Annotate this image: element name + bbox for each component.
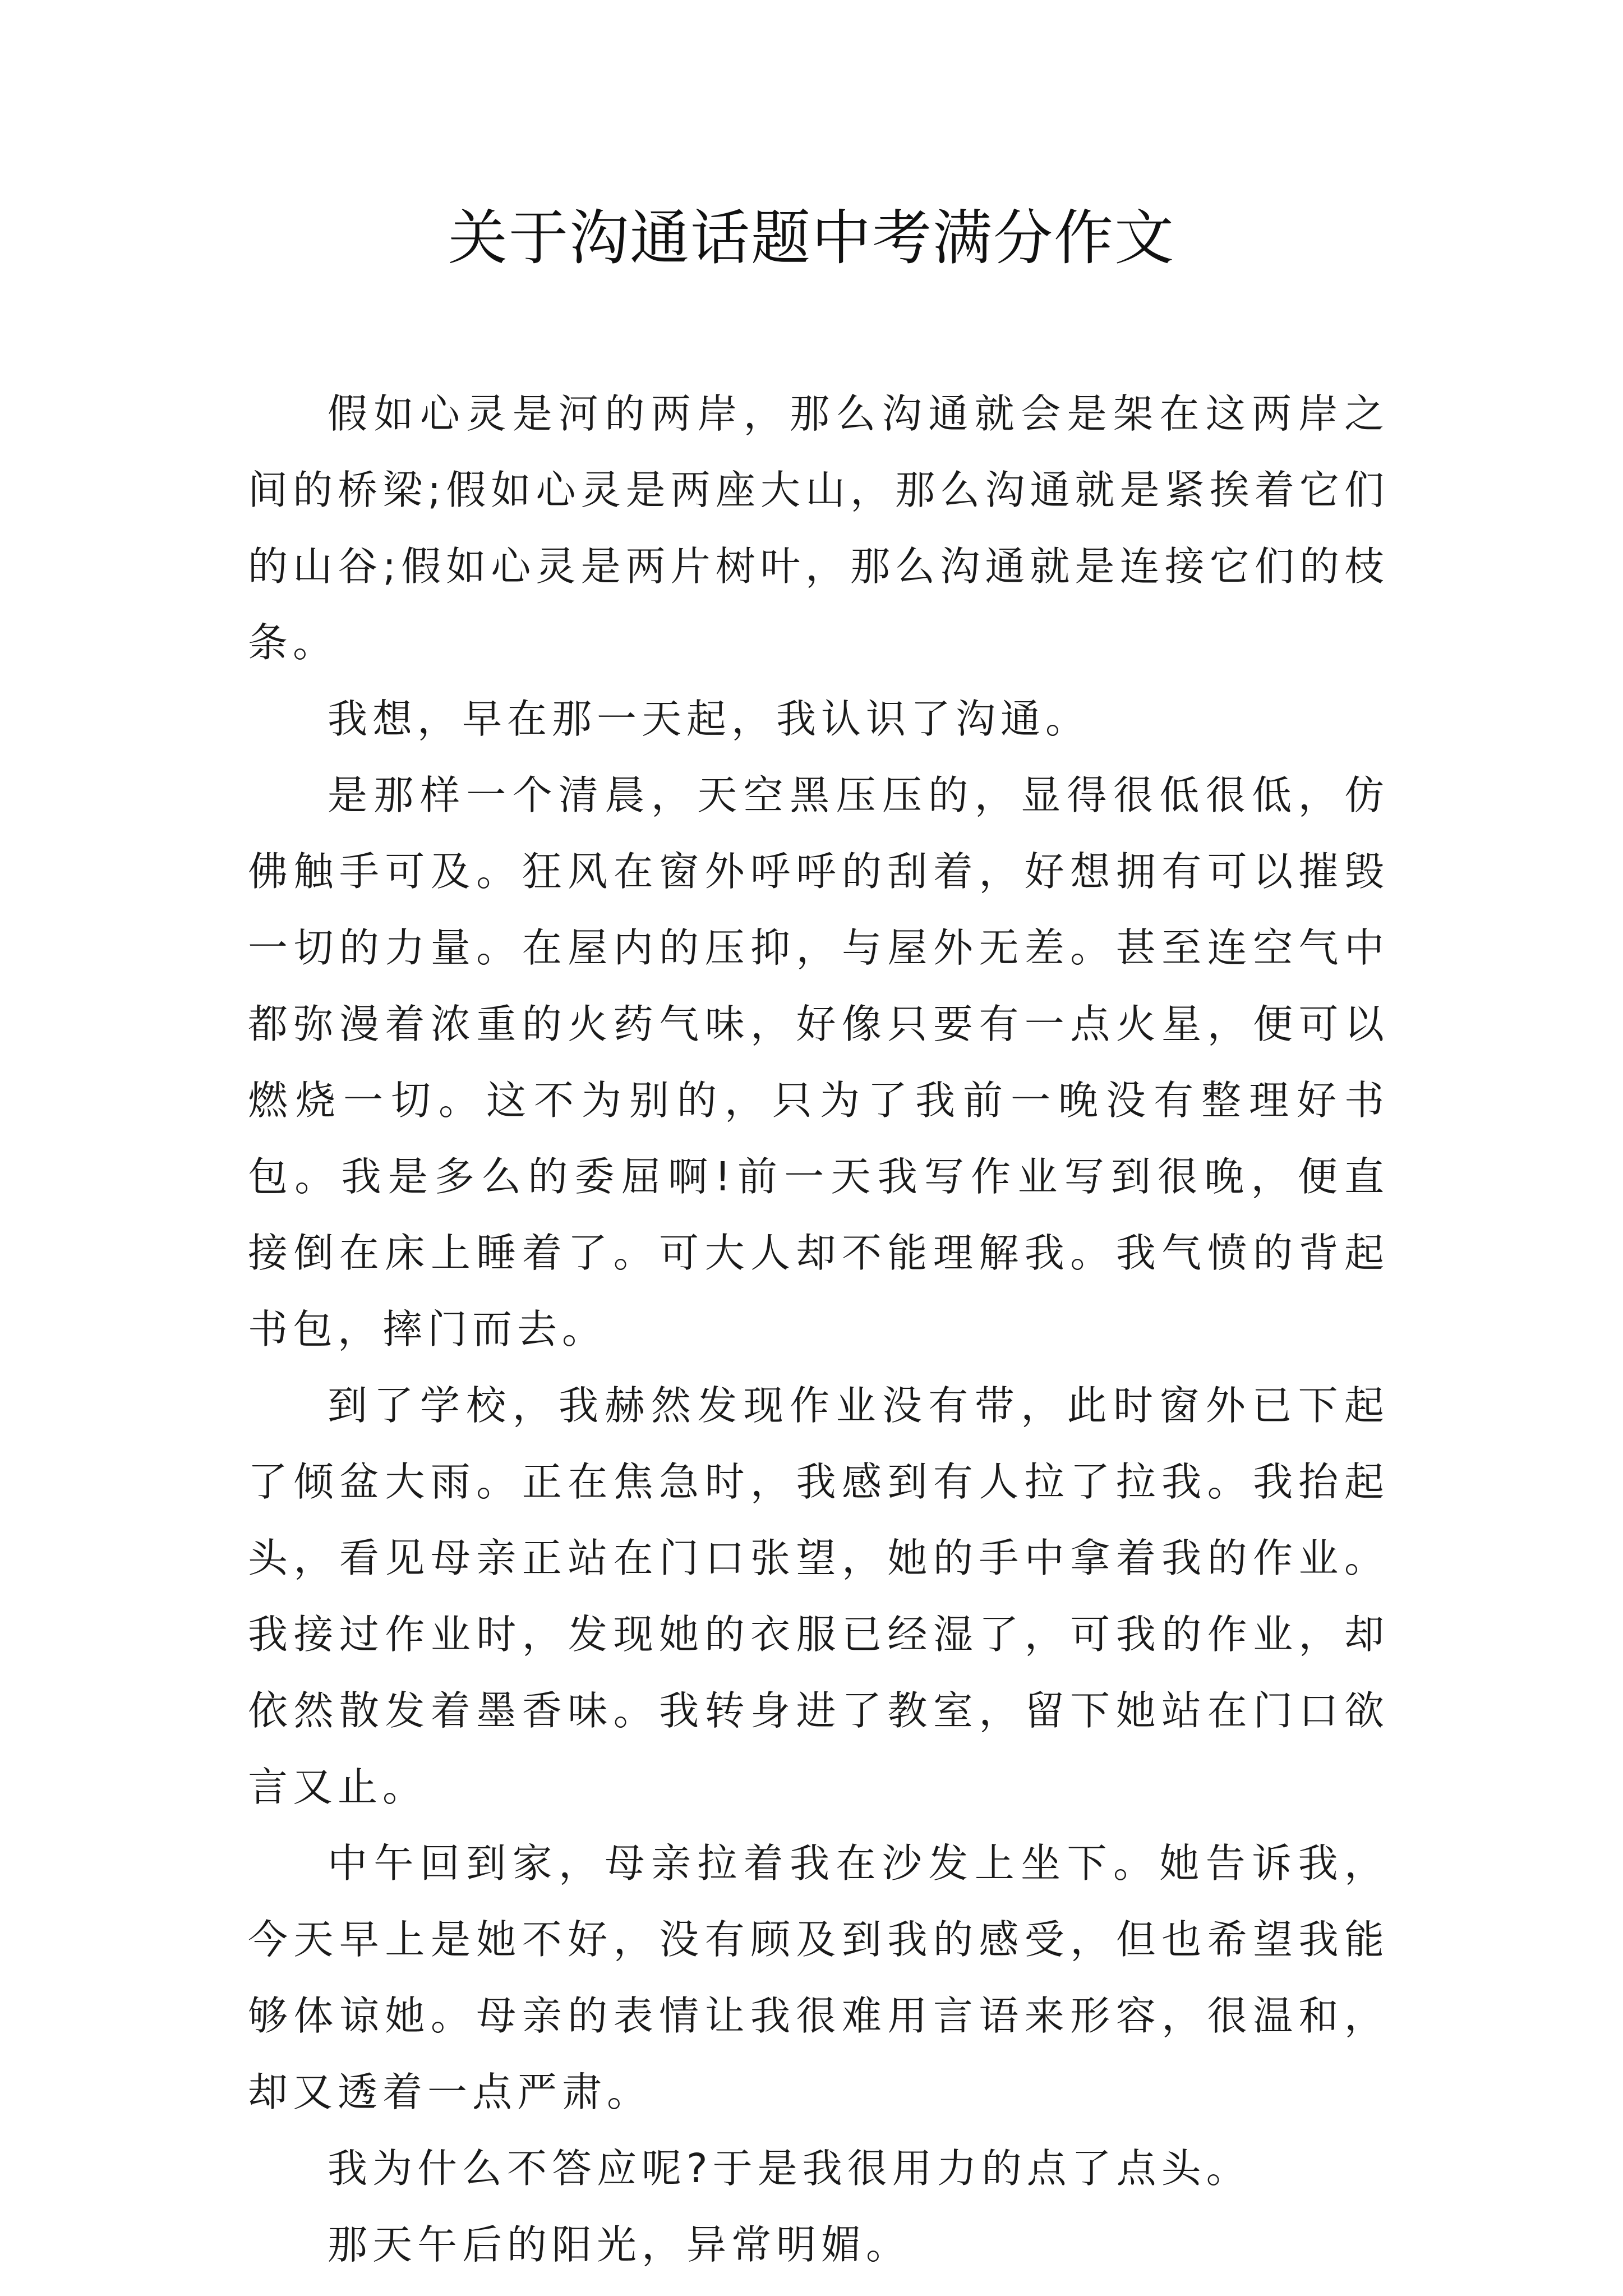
document-title: 关于沟通话题中考满分作文 [448, 204, 1175, 273]
paragraph-1: 假如心灵是河的两岸，那么沟通就会是架在这两岸之间的桥梁;假如心灵是两座大山，那么沟通就是紧挨着它们的山谷;假如心灵是两片树叶，那么沟通就是连接它们的枝条。 [248, 390, 1389, 666]
paragraph-7: 那天午后的阳光，异常明媚。 [328, 2221, 911, 2268]
document-body [248, 376, 1389, 2283]
paragraph-6: 我为什么不答应呢?于是我很用力的点了点头。 [328, 2145, 1251, 2192]
paragraph-5: 中午回到家，母亲拉着我在沙发上坐下。她告诉我，今天早上是她不好，没有顾及到我的感受，但也希望我能够体谅她。母亲的表情让我很难用言语来形容，很温和，却又透着一点严肃。 [248, 1840, 1389, 2115]
paragraph-3: 是那样一个清晨，天空黑压压的，显得很低很低，仿佛触手可及。狂风在窗外呼呼的刮着，好想拥有可以摧毁一切的力量。在屋内的压抑，与屋外无差。甚至连空气中都弥漫着浓重的火药气味，好像只要有一点火星，便可以燃烧一切。这不为别的，只为了我前一晚没有整理好书包。我是多么的委屈啊!前一天我写作业写到很晚，便直接倒在床上睡着了。可大人却不能理解我。我气愤的背起书包，摔门而去。 [248, 772, 1389, 1352]
paragraph-2: 我想，早在那一天起，我认识了沟通。 [328, 696, 1091, 742]
paragraph-4: 到了学校，我赫然发现作业没有带，此时窗外已下起了倾盆大雨。正在焦急时，我感到有人拉了拉我。我抬起头，看见母亲正站在门口张望，她的手中拿着我的作业。我接过作业时，发现她的衣服已经湿了，可我的作业，却依然散发着墨香味。我转身进了教室，留下她站在门口欲言又止。 [248, 1382, 1389, 1810]
